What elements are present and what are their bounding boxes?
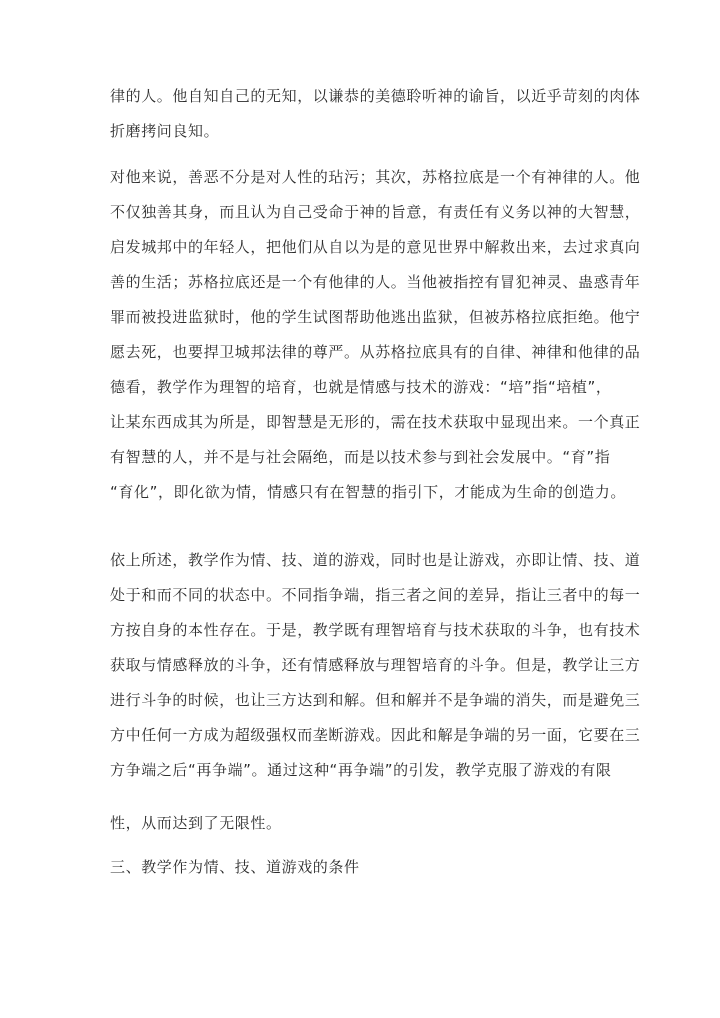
text-line: 获取与情感释放的斗争，还有情感释放与理智培育的斗争。但是，教学让三方 (110, 656, 641, 674)
text-line: 处于和而不同的状态中。不同指争端，指三者之间的差异，指让三者中的每一 (110, 586, 641, 604)
text-line: 折磨拷问良知。 (110, 122, 220, 140)
text-line: 进行斗争的时候，也让三方达到和解。但和解并不是争端的消失，而是避免三 (110, 691, 641, 709)
text-line: 罪而被投进监狱时，他的学生试图帮助他逃出监狱，但被苏格拉底拒绝。他宁 (110, 308, 641, 326)
text-line: 德看，教学作为理智的培育，也就是情感与技术的游戏：“培”指“培植”， (110, 378, 612, 396)
text-line: 方按自身的本性存在。于是，教学既有理智培育与技术获取的斗争，也有技术 (110, 621, 641, 639)
text-line: 律的人。他自知自己的无知，以谦恭的美德聆听神的谕旨，以近乎苛刻的肉体 (110, 87, 641, 105)
text-line: “育化”，即化欲为情，情感只有在智慧的指引下，才能成为生命的创造力。 (110, 483, 626, 501)
text-line: 依上所述，教学作为情、技、道的游戏，同时也是让游戏，亦即让情、技、道 (110, 551, 641, 569)
text-line: 让某东西成其为所是，即智慧是无形的，需在技术获取中显现出来。一个真正 (110, 413, 641, 431)
text-line: 对他来说，善恶不分是对人性的玷污；其次，苏格拉底是一个有神律的人。他 (110, 168, 641, 186)
text-line: 愿去死，也要捍卫城邦法律的尊严。从苏格拉底具有的自律、神律和他律的品 (110, 343, 641, 361)
section-heading: 三、教学作为情、技、道游戏的条件 (110, 858, 360, 876)
text-line: 性，从而达到了无限性。 (110, 814, 282, 832)
text-line: 方中任何一方成为超级强权而垄断游戏。因此和解是争端的另一面，它要在三 (110, 726, 641, 744)
text-line: 有智慧的人，并不是与社会隔绝，而是以技术参与到社会发展中。“育”指 (110, 448, 611, 466)
text-line: 不仅独善其身，而且认为自己受命于神的旨意，有责任有义务以神的大智慧， (110, 203, 641, 221)
text-line: 善的生活；苏格拉底还是一个有他律的人。当他被指控有冒犯神灵、蛊惑青年 (110, 273, 641, 291)
text-line: 启发城邦中的年轻人，把他们从自以为是的意见世界中解救出来，去过求真向 (110, 238, 641, 256)
text-line: 方争端之后“再争端”。通过这种“再争端”的引发，教学克服了游戏的有限 (110, 761, 612, 779)
